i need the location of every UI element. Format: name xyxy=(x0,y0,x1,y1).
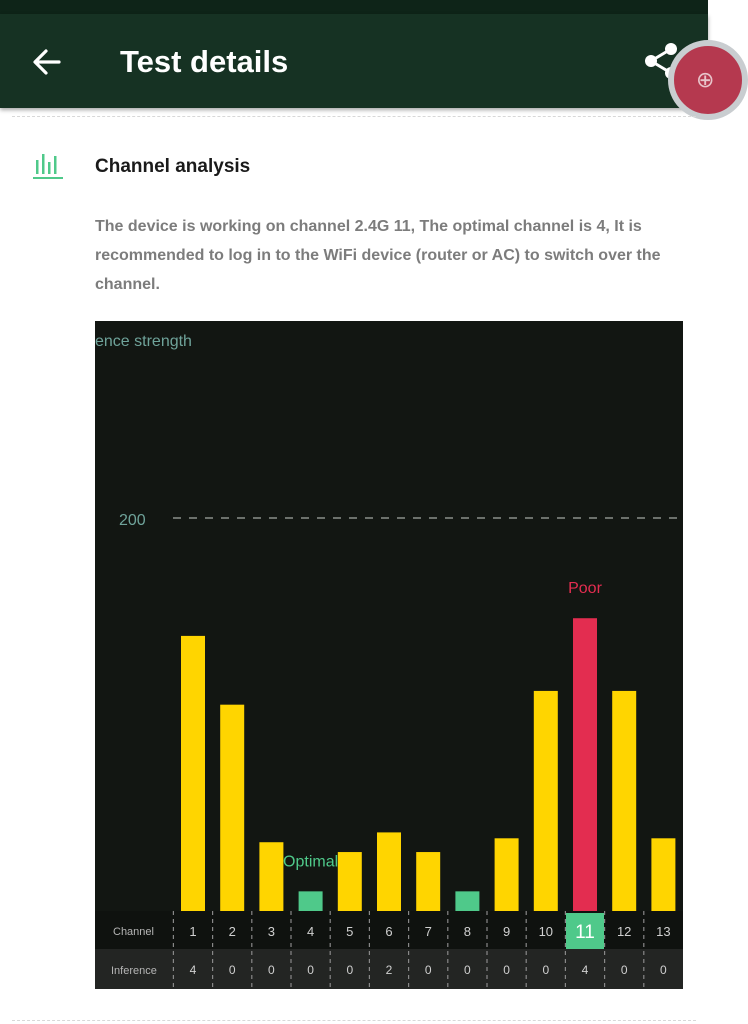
channel-bar xyxy=(651,838,675,911)
bar-chart-icon xyxy=(33,152,63,180)
channel-chart xyxy=(95,321,683,989)
channel-bar xyxy=(220,705,244,911)
channel-bar xyxy=(259,842,283,911)
channel-bar xyxy=(612,691,636,911)
inference-value: 0 xyxy=(542,963,550,977)
inference-value: 4 xyxy=(189,963,197,977)
channel-bar xyxy=(377,832,401,911)
channel-tick-label: 11 xyxy=(575,922,595,943)
status-bar xyxy=(0,0,708,14)
channel-tick-label: 13 xyxy=(656,924,671,939)
reference-line-label: 200 xyxy=(119,512,146,529)
y-axis-label: ence strength xyxy=(95,333,192,350)
optimal-annotation: Optimal xyxy=(283,853,339,871)
channel-tick-label: 8 xyxy=(463,924,472,939)
channel-chart-svg xyxy=(95,321,683,989)
section-title: Channel analysis xyxy=(95,156,251,177)
inference-value: 0 xyxy=(464,963,471,977)
inference-value: 0 xyxy=(228,963,236,977)
back-button[interactable] xyxy=(22,42,72,82)
inference-value: 0 xyxy=(620,963,628,977)
inference-value: 0 xyxy=(346,963,354,977)
channel-tick-label: 6 xyxy=(385,924,393,939)
channel-bar xyxy=(181,636,205,911)
inference-value: 0 xyxy=(660,963,667,977)
divider xyxy=(12,1020,696,1021)
channel-tick-label: 5 xyxy=(346,924,354,939)
channel-row-label: Channel xyxy=(113,926,154,938)
channel-bar xyxy=(416,852,440,911)
channel-tick-label: 3 xyxy=(267,924,276,939)
plus-circle-icon: ⊕ xyxy=(696,67,715,93)
page-title: Test details xyxy=(120,44,289,79)
channel-tick-label: 9 xyxy=(502,924,511,939)
arrow-left-icon xyxy=(31,46,63,78)
channel-bar xyxy=(455,891,479,911)
channel-bar xyxy=(573,618,597,911)
channel-tick-label: 7 xyxy=(424,924,432,939)
channel-bar xyxy=(338,852,362,911)
inference-value: 0 xyxy=(424,963,432,977)
channel-tick-label: 12 xyxy=(616,924,632,939)
inference-value: 0 xyxy=(503,963,510,977)
channel-tick-label: 10 xyxy=(538,924,554,939)
inference-value: 0 xyxy=(268,963,275,977)
poor-annotation: Poor xyxy=(568,580,602,598)
channel-bar xyxy=(299,891,323,911)
divider xyxy=(12,116,696,117)
channel-bar xyxy=(534,691,558,911)
app-bar xyxy=(0,14,708,108)
inference-value: 2 xyxy=(385,963,393,977)
channel-description: The device is working on channel 2.4G 11, The optimal channel is 4, It is recommended to log in to the WiFi device (router or AC) to switch over the channel. xyxy=(95,218,661,293)
channel-tick-label: 1 xyxy=(189,924,197,939)
channel-tick-label: 4 xyxy=(306,924,315,939)
floating-action-button[interactable] xyxy=(668,40,748,120)
channel-bar xyxy=(495,838,519,911)
inference-value: 0 xyxy=(307,963,314,977)
channel-tick-label: 2 xyxy=(228,924,236,939)
inference-value: 4 xyxy=(581,963,589,977)
inference-row-label: Inference xyxy=(111,965,157,977)
